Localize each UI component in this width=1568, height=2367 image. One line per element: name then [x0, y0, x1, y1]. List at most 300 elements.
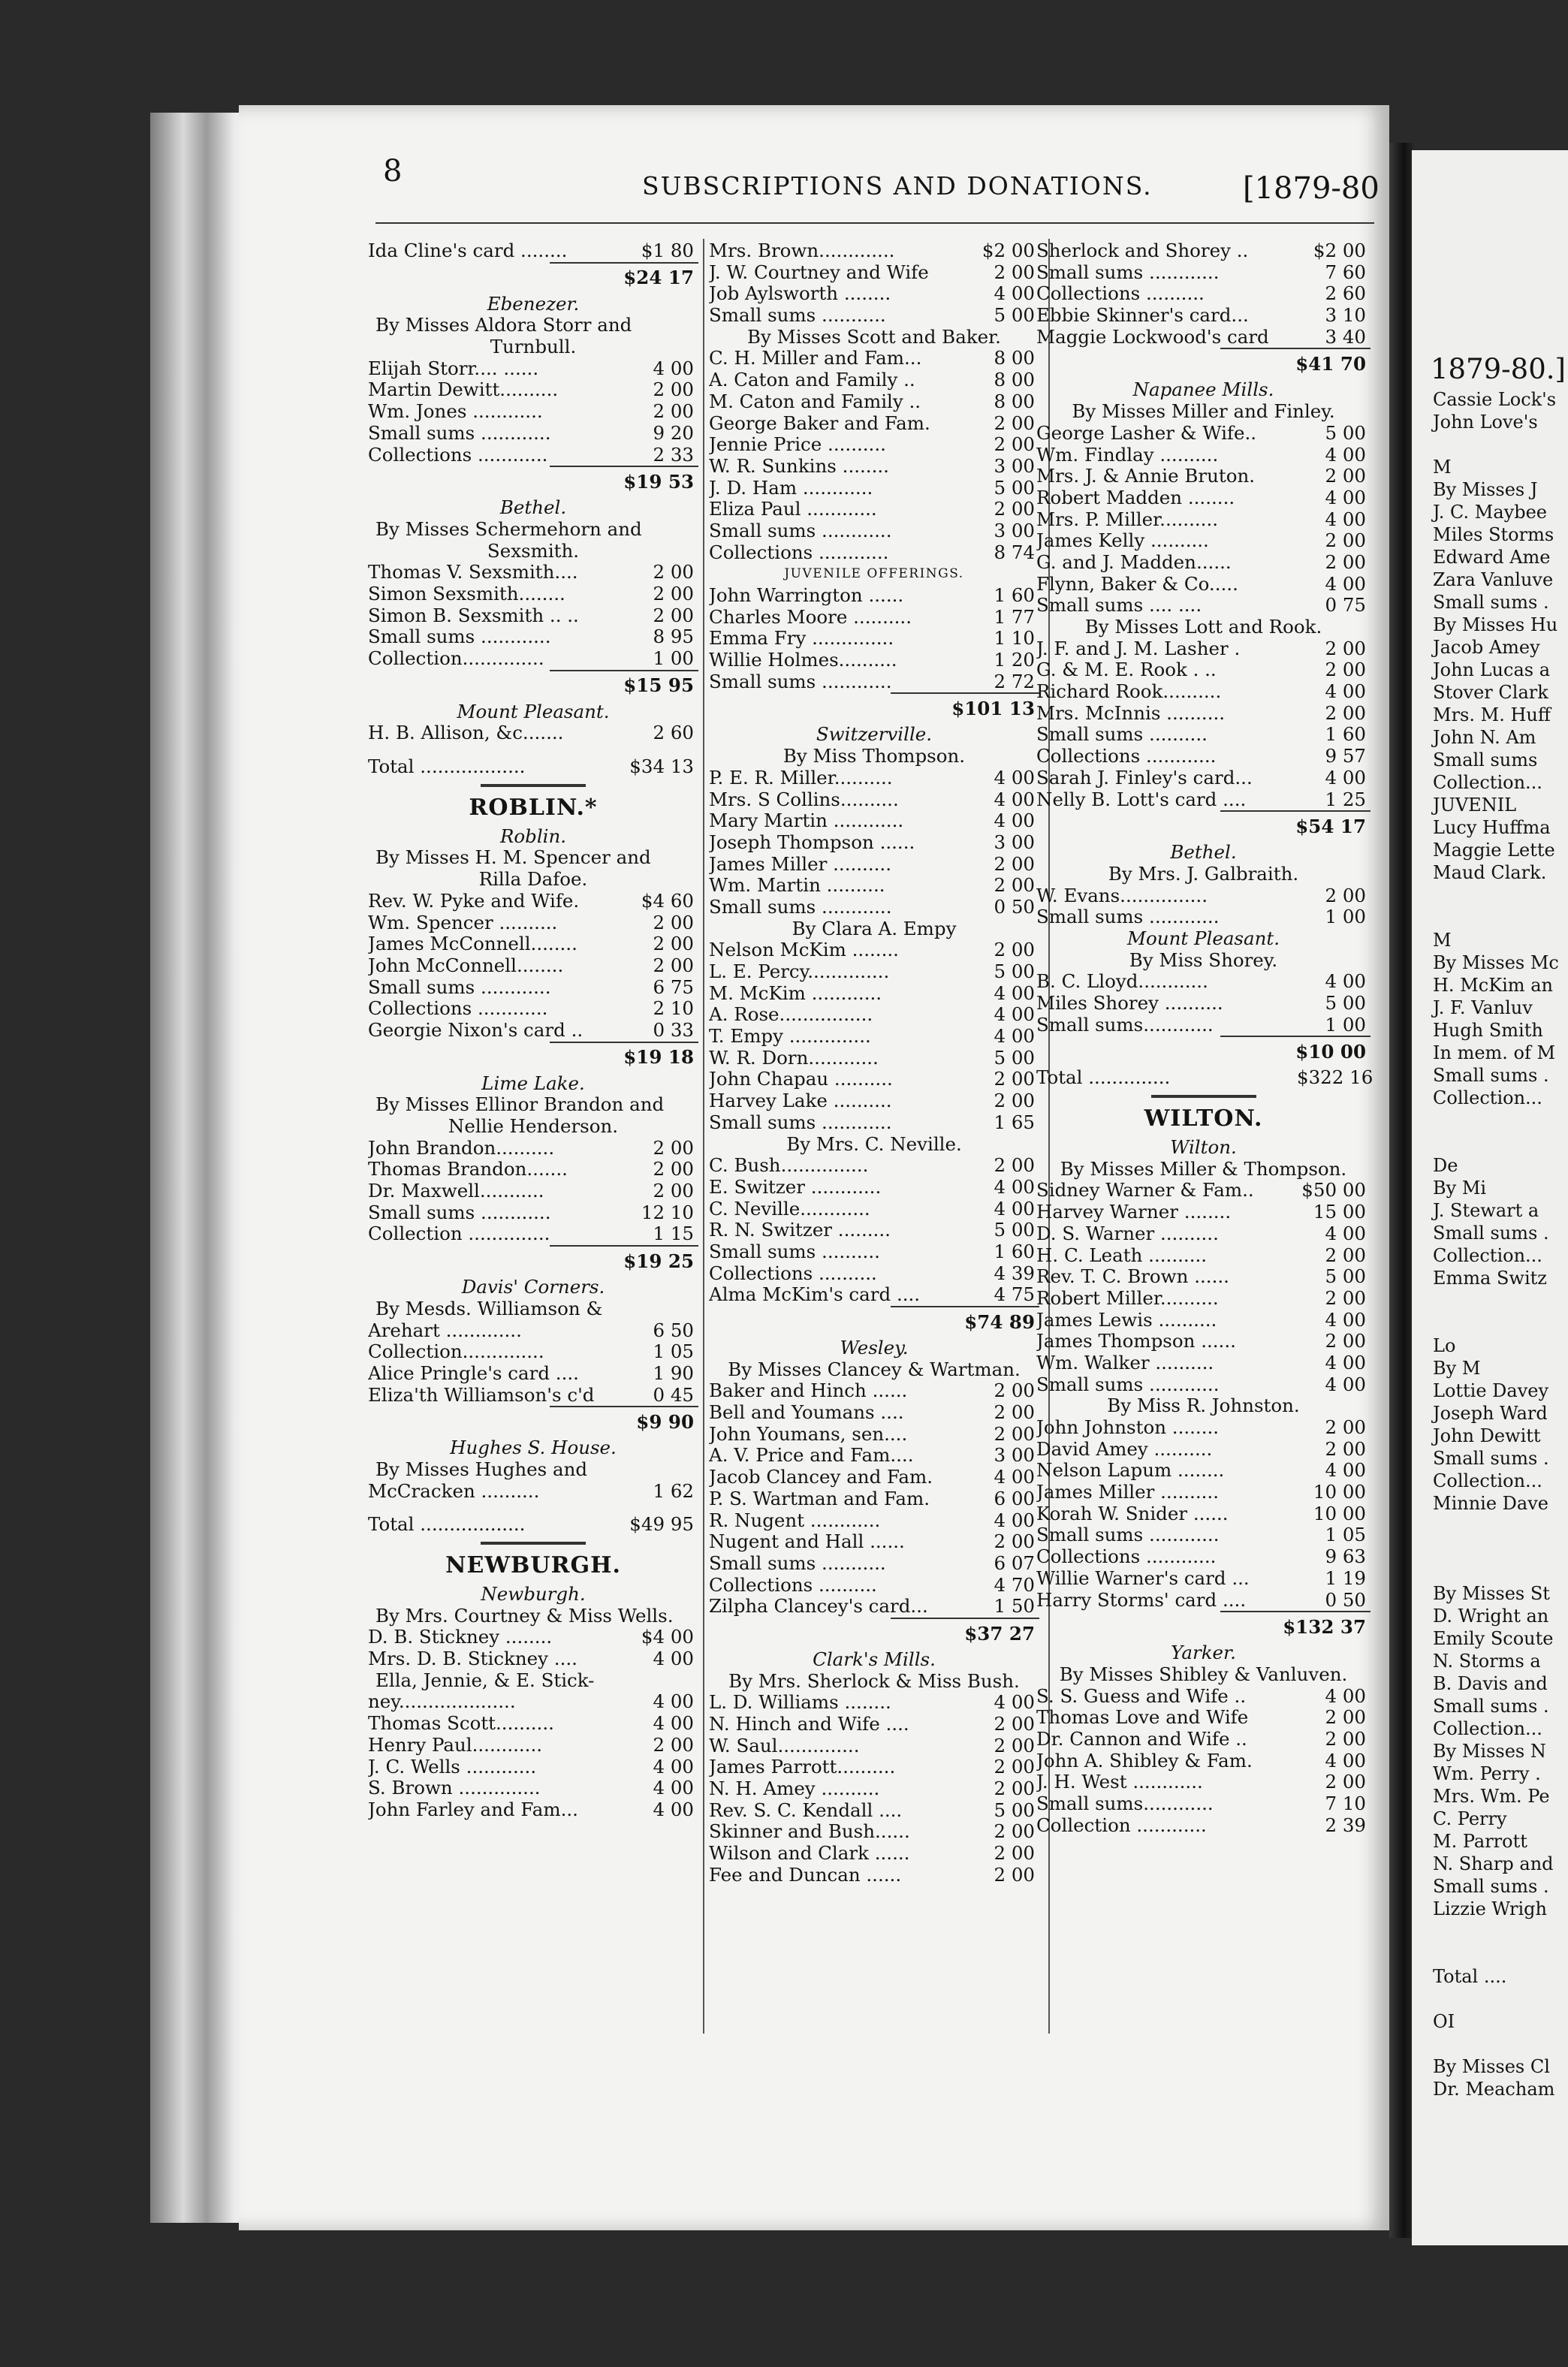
- entry-name: Total ..............: [1036, 1067, 1171, 1089]
- entry-row: [368, 605, 698, 627]
- entry-row: [709, 1865, 1039, 1886]
- entry-amount: 2 00: [994, 498, 1035, 520]
- next-page-line: Joseph Ward: [1433, 1403, 1548, 1424]
- entry-name: R. N. Switzer .........: [709, 1220, 891, 1241]
- entry-amount: 2 00: [653, 400, 694, 423]
- entry-row: [368, 977, 698, 999]
- entry-amount: 2 00: [1325, 1244, 1366, 1266]
- entry-row: [1036, 789, 1370, 811]
- entry-row: [1036, 681, 1370, 703]
- entry-name: Miles Shorey ..........: [1036, 993, 1223, 1014]
- next-page-line: Small sums .: [1433, 1696, 1549, 1717]
- entry-row: [709, 983, 1039, 1005]
- entry-name: Joseph Thompson ......: [709, 831, 915, 853]
- entry-row: [1036, 993, 1370, 1015]
- entry-name: George Lasher & Wife..: [1036, 422, 1257, 444]
- next-page-line: C. Perry: [1433, 1808, 1507, 1829]
- subtotal: $37 27: [891, 1618, 1039, 1649]
- entry-name: M. McKim ............: [709, 982, 882, 1004]
- subtotal: $132 37: [1220, 1611, 1370, 1642]
- entry-name: H. C. Leath ..........: [1036, 1244, 1208, 1266]
- entry-row: [709, 1553, 1039, 1575]
- entry-name: Small sums ..........: [1036, 724, 1208, 746]
- entry-name: John Farley and Fam...: [368, 1799, 578, 1820]
- entry-amount: 4 00: [994, 788, 1035, 810]
- entry-amount: 2 00: [653, 954, 694, 976]
- entry-row: [368, 1713, 698, 1735]
- entry-name: Jennie Price ..........: [709, 434, 886, 456]
- next-page-line: Emily Scoute: [1433, 1628, 1554, 1649]
- entry-row: [368, 756, 698, 778]
- entry-row: [368, 1691, 698, 1713]
- collector-line: By Miss Shorey.: [1129, 948, 1278, 971]
- entry-row: [709, 456, 1039, 478]
- entry-name: Simon Sexsmith........: [368, 583, 565, 605]
- next-page-header: 1879-80.]: [1431, 353, 1566, 385]
- next-page-line: OI: [1433, 2011, 1455, 2032]
- next-page-line: By Misses Mc: [1433, 952, 1559, 973]
- entry-row: [1036, 487, 1370, 509]
- entry-name: Dr. Maxwell...........: [368, 1180, 544, 1202]
- entry-name: Dr. Cannon and Wife ..: [1036, 1728, 1247, 1750]
- column-3: [1036, 240, 1374, 1836]
- entry-row: [368, 562, 698, 583]
- entry-row: [1036, 1590, 1370, 1612]
- entry-amount: 2 00: [994, 1422, 1035, 1445]
- entry-amount: 9 63: [1325, 1545, 1366, 1568]
- entry-amount: 4 70: [994, 1573, 1035, 1596]
- next-page-line: [1433, 1560, 1559, 1583]
- entry-amount: 1 60: [1325, 723, 1366, 746]
- entry-amount: 4 00: [994, 981, 1035, 1004]
- entry-name: N. H. Amey ..........: [709, 1778, 880, 1800]
- entry-amount: 7 10: [1325, 1793, 1366, 1814]
- next-page-line: De: [1433, 1155, 1458, 1176]
- entry-row: [1036, 638, 1370, 660]
- entry-row: [1036, 1180, 1370, 1202]
- entry-amount: 4 00: [1325, 1373, 1366, 1395]
- entry-amount: 4 00: [994, 810, 1035, 832]
- entry-amount: 2 00: [994, 852, 1035, 875]
- entry-name: John Brandon..........: [368, 1137, 555, 1159]
- entry-amount: 6 75: [653, 975, 694, 998]
- entry-amount: 5 00: [1325, 992, 1366, 1014]
- entry-amount: 5 00: [994, 476, 1035, 499]
- next-page-line: Mrs. Wm. Pe: [1433, 1786, 1550, 1807]
- entry-row: [709, 1220, 1039, 1241]
- entry-name: John McConnell........: [368, 954, 564, 976]
- entry-name: Collections ..........: [709, 1574, 877, 1596]
- entry-row: [1036, 240, 1370, 262]
- entry-name: Henry Paul............: [368, 1734, 543, 1756]
- entry-amount: 8 74: [994, 541, 1035, 563]
- next-page-line: Emma Switz: [1433, 1268, 1547, 1289]
- entry-amount: $49 95: [629, 1513, 694, 1536]
- spacer: [368, 744, 698, 756]
- entry-amount: 4 00: [994, 1025, 1035, 1048]
- next-page-line: B. Davis and: [1433, 1673, 1548, 1694]
- entry-name: Richard Rook..........: [1036, 681, 1222, 703]
- entry-amount: 2 33: [653, 443, 694, 466]
- entry-name: C. Neville............: [709, 1198, 870, 1220]
- subtotal: $74 89: [891, 1306, 1039, 1337]
- entry-amount: 1 50: [994, 1595, 1035, 1618]
- next-page-line: Lucy Huffma: [1433, 817, 1551, 838]
- next-page-line: Small sums .: [1433, 1065, 1549, 1086]
- entry-amount: 2 00: [653, 378, 694, 401]
- entry-row: [1036, 724, 1370, 746]
- collector-line: By Mrs. C. Neville.: [786, 1132, 962, 1155]
- entry-amount: 2 00: [653, 1136, 694, 1159]
- collector-line: By Miss Thompson.: [782, 745, 966, 767]
- entry-name: Small sums ............: [1036, 1373, 1220, 1395]
- subtotal: $19 53: [550, 466, 698, 497]
- entry-amount: 1 10: [994, 627, 1035, 650]
- entry-name: Jacob Clancey and Fam.: [709, 1467, 933, 1488]
- entry-amount: 4 00: [994, 1466, 1035, 1488]
- entry-row: [709, 520, 1039, 542]
- subtotal: $54 17: [1220, 810, 1370, 842]
- next-page-line: M. Parrott: [1433, 1831, 1527, 1852]
- next-page-line: Lo: [1433, 1335, 1456, 1356]
- entry-name: Eliza Paul ............: [709, 499, 877, 520]
- entry-name: Collections ............: [368, 444, 548, 466]
- entry-row: [709, 1692, 1039, 1714]
- next-page-line: Wm. Perry .: [1433, 1763, 1541, 1784]
- entry-row: [1036, 530, 1370, 552]
- entry-name: Willie Holmes..........: [709, 650, 897, 671]
- entry-row: [368, 358, 698, 380]
- entry-name: Collections ............: [709, 541, 889, 563]
- entry-name: David Amey ..........: [1036, 1438, 1213, 1460]
- entry-row: [709, 283, 1039, 305]
- entry-name: Sarah J. Finley's card...: [1036, 767, 1253, 788]
- entry-name: Small sums ............: [1036, 906, 1220, 928]
- entry-amount: 6 00: [994, 1487, 1035, 1509]
- location-heading: Hughes S. House.: [450, 1437, 617, 1459]
- entry-name: Korah W. Snider ......: [1036, 1503, 1229, 1524]
- entry-amount: 9 20: [653, 421, 694, 444]
- entry-name: Rev. S. C. Kendall ....: [709, 1799, 903, 1821]
- next-page-line: N. Sharp and: [1433, 1853, 1554, 1874]
- entry-row: [709, 789, 1039, 811]
- entry-row: [1036, 1015, 1370, 1036]
- next-page-lines: [1433, 389, 1559, 2101]
- entry-name: Wm. Martin ..........: [709, 875, 885, 897]
- entry-row: [1036, 283, 1370, 305]
- entry-name: John Youmans, sen....: [709, 1423, 908, 1445]
- entry-name: Total ..................: [368, 1514, 526, 1536]
- entry-name: Collections ..........: [1036, 283, 1205, 305]
- entry-name: S. S. Guess and Wife ..: [1036, 1685, 1247, 1707]
- entry-row: [709, 897, 1039, 918]
- entry-amount: 2 00: [1325, 1437, 1366, 1460]
- entry-row: [709, 1488, 1039, 1510]
- entry-name: G. and J. Madden......: [1036, 551, 1232, 573]
- next-page-line: D. Wright an: [1433, 1606, 1549, 1627]
- entry-name: Small sums ............: [368, 422, 551, 444]
- entry-row: [368, 583, 698, 605]
- collector-line: By Misses Ellinor Brandon and: [375, 1093, 665, 1116]
- entry-amount: 4 00: [1325, 1222, 1366, 1244]
- entry-row: [368, 1341, 698, 1363]
- entry-row: [709, 1821, 1039, 1843]
- next-page-line: [1433, 1132, 1559, 1155]
- page-title: SUBSCRIPTIONS AND DONATIONS.: [642, 171, 1153, 201]
- entry-row: [1036, 1266, 1370, 1288]
- entry-amount: 0 50: [1325, 1588, 1366, 1611]
- entry-name: Wm. Walker ..........: [1036, 1352, 1214, 1373]
- next-page-line: Mrs. M. Huff: [1433, 704, 1551, 725]
- entry-name: Collection ............: [1036, 1814, 1207, 1836]
- entry-amount: $50 00: [1301, 1179, 1366, 1202]
- next-page-line: H. McKim an: [1433, 975, 1553, 996]
- next-page-line: John Dewitt: [1433, 1425, 1541, 1446]
- entry-name: Rev. W. Pyke and Wife.: [368, 890, 580, 912]
- entry-amount: 5 00: [994, 1219, 1035, 1241]
- entry-row: [709, 499, 1039, 520]
- entry-row: [1036, 327, 1370, 348]
- next-page-line: [1433, 1313, 1559, 1335]
- entry-row: [1036, 1223, 1370, 1245]
- entry-name: Harry Storms' card ....: [1036, 1589, 1247, 1611]
- location-heading: Ebenezer.: [487, 292, 580, 315]
- entry-row: [709, 1284, 1039, 1306]
- entry-row: [368, 891, 698, 912]
- next-page-line: By Misses Cl: [1433, 2056, 1550, 2077]
- entry-amount: 1 05: [653, 1340, 694, 1363]
- entry-amount: 2 00: [653, 1733, 694, 1756]
- next-page-line: Collection...: [1433, 772, 1542, 793]
- entry-amount: 4 00: [994, 1175, 1035, 1198]
- next-page-line: Maud Clark.: [1433, 862, 1547, 883]
- entry-name: C. H. Miller and Fam...: [709, 348, 922, 369]
- entry-amount: 4 00: [994, 1197, 1035, 1220]
- entry-name: Thomas Love and Wife: [1036, 1707, 1249, 1729]
- location-heading: Wesley.: [840, 1337, 909, 1358]
- entry-row: [709, 1575, 1039, 1597]
- entry-row: [1036, 1374, 1370, 1396]
- next-page-line: J. C. Maybee: [1433, 502, 1547, 523]
- entry-amount: 2 00: [994, 1068, 1035, 1090]
- entry-name: P. S. Wartman and Fam.: [709, 1488, 930, 1509]
- collector-line: By Mesds. Williamson &: [375, 1297, 603, 1319]
- entry-row: [368, 379, 698, 401]
- entry-amount: 2 60: [1325, 282, 1366, 305]
- entry-amount: 0 50: [994, 895, 1035, 918]
- entry-name: James Lewis ..........: [1036, 1309, 1217, 1331]
- entry-row: [1036, 1729, 1370, 1750]
- entry-row: [368, 933, 698, 955]
- collector-line: By Misses Miller and Finley.: [1072, 400, 1335, 423]
- entry-amount: 1 25: [1325, 788, 1366, 810]
- entry-amount: 4 00: [1325, 1749, 1366, 1771]
- entry-row: [368, 626, 698, 648]
- entry-name: Georgie Nixon's card ..: [368, 1019, 583, 1041]
- entry-name: Martin Dewitt..........: [368, 379, 559, 401]
- entry-name: Mrs. D. B. Stickney ....: [368, 1648, 577, 1670]
- entry-row: [1036, 1245, 1370, 1267]
- entry-row: [709, 1380, 1039, 1402]
- entry-name: L. E. Percy..............: [709, 961, 890, 982]
- entry-name: D. S. Warner ..........: [1036, 1223, 1219, 1244]
- entry-amount: 2 00: [653, 911, 694, 933]
- entry-row: [1036, 552, 1370, 574]
- book-gutter: [1389, 143, 1413, 2238]
- entry-row: [1036, 1310, 1370, 1331]
- book-page-edges: [150, 113, 244, 2223]
- entry-row: [709, 1177, 1039, 1199]
- entry-name: Mary Martin ............: [709, 810, 904, 832]
- subtotal: $101 13: [891, 692, 1039, 724]
- entry-row: [709, 478, 1039, 499]
- entry-amount: 2 00: [653, 1180, 694, 1202]
- entry-amount: 3 00: [994, 454, 1035, 477]
- entry-amount: $4 60: [641, 889, 694, 912]
- entry-name: Emma Fry ..............: [709, 628, 894, 650]
- entry-name: Wilson and Clark ......: [709, 1843, 910, 1865]
- entry-row: [709, 391, 1039, 413]
- entry-row: [368, 1159, 698, 1180]
- next-page-line: [1433, 434, 1559, 457]
- entry-name: Mrs. J. & Annie Bruton.: [1036, 466, 1256, 487]
- entry-name: Small sums ............: [368, 976, 551, 998]
- next-page-line: Collection...: [1433, 1470, 1542, 1491]
- entry-name: W. Evans...............: [1036, 885, 1208, 906]
- entry-row: [368, 1756, 698, 1778]
- entry-row: [1036, 1793, 1370, 1815]
- entry-name: Collection ..............: [368, 1223, 550, 1245]
- entry-name: Alma McKim's card ....: [709, 1284, 921, 1306]
- entry-name: Flynn, Baker & Co.....: [1036, 573, 1238, 595]
- entry-amount: 2 00: [994, 1756, 1035, 1778]
- entry-amount: 2 00: [994, 939, 1035, 961]
- entry-row: [709, 767, 1039, 789]
- next-page-line: [1433, 1943, 1559, 1966]
- next-page-line: Total ....: [1433, 1966, 1507, 1987]
- entry-amount: 8 00: [994, 390, 1035, 412]
- next-page-line: Zara Vanluve: [1433, 569, 1554, 590]
- entry-row: [368, 1138, 698, 1159]
- entry-row: [709, 1596, 1039, 1618]
- collector-line: By Misses Schermehorn and: [375, 517, 642, 540]
- entry-row: [368, 1735, 698, 1756]
- next-page-line: Collection...: [1433, 1087, 1542, 1108]
- entry-name: Arehart .............: [368, 1319, 522, 1341]
- entry-amount: 4 00: [653, 1798, 694, 1820]
- entry-amount: 0 33: [653, 1018, 694, 1041]
- entry-row: [709, 607, 1039, 629]
- entry-row: [368, 648, 698, 670]
- entry-amount: 2 00: [653, 933, 694, 955]
- entry-row: [1036, 885, 1370, 907]
- entry-amount: 4 75: [994, 1283, 1035, 1306]
- entry-row: [368, 1202, 698, 1224]
- circuit-heading: WILTON.: [1144, 1105, 1263, 1132]
- entry-row: [368, 1363, 698, 1385]
- entry-amount: 1 65: [994, 1111, 1035, 1133]
- entry-row: [1036, 746, 1370, 767]
- entry-name: Thomas V. Sexsmith....: [368, 562, 578, 583]
- next-page-line: By Misses Hu: [1433, 614, 1558, 635]
- entry-name: Collections ............: [1036, 1546, 1217, 1568]
- entry-name: James Parrott..........: [709, 1756, 896, 1778]
- entry-row: [709, 1424, 1039, 1446]
- location-heading: Mount Pleasant.: [1126, 927, 1280, 949]
- entry-row: [709, 1445, 1039, 1467]
- entry-row: [709, 650, 1039, 671]
- entry-name: ney....................: [368, 1691, 516, 1713]
- entry-amount: 2 00: [1325, 884, 1366, 906]
- collector-line: Rilla Dafoe.: [478, 868, 588, 891]
- next-page-line: Dr. Meacham: [1433, 2079, 1555, 2100]
- entry-name: P. E. R. Miller..........: [709, 767, 893, 788]
- entry-name: Ida Cline's card ........: [368, 240, 568, 261]
- entry-name: J. H. West ............: [1036, 1771, 1203, 1793]
- entry-name: Collection..............: [368, 1341, 544, 1363]
- entry-name: S. Brown ..............: [368, 1778, 541, 1799]
- next-page-line: By Misses St: [1433, 1583, 1550, 1604]
- entry-amount: 1 00: [1325, 1013, 1366, 1036]
- entry-amount: 2 00: [653, 1158, 694, 1180]
- entry-name: A. Rose................: [709, 1004, 873, 1026]
- entry-amount: $4 00: [641, 1626, 694, 1648]
- entry-amount: 2 00: [994, 1734, 1035, 1756]
- entry-amount: 9 57: [1325, 745, 1366, 767]
- entry-amount: $322 16: [1297, 1066, 1374, 1089]
- entry-amount: 4 00: [994, 1691, 1035, 1714]
- entry-amount: 6 50: [653, 1319, 694, 1341]
- entry-row: [709, 875, 1039, 897]
- entry-name: Mrs. Brown.............: [709, 240, 895, 261]
- entry-name: Zilpha Clancey's card...: [709, 1596, 928, 1618]
- entry-row: [368, 1320, 698, 1342]
- collector-line: By Misses Scott and Baker.: [747, 325, 1001, 348]
- circuit-heading: ROBLIN.*: [469, 794, 598, 821]
- entry-amount: 4 00: [994, 1509, 1035, 1531]
- entry-name: John Johnston ........: [1036, 1417, 1220, 1438]
- entry-row: [368, 955, 698, 977]
- subtotal: $9 90: [550, 1406, 698, 1437]
- entry-name: Collections ............: [1036, 746, 1217, 767]
- next-page-line: [1433, 1921, 1559, 1943]
- collector-line: By Misses Shibley & Vanluven.: [1059, 1663, 1348, 1685]
- section-rule: [481, 1542, 586, 1545]
- entry-amount: 1 00: [653, 647, 694, 669]
- collector-line: By Misses Miller & Thompson.: [1060, 1157, 1347, 1180]
- entry-name: Small sums ............: [709, 520, 892, 541]
- next-page-line: M: [1433, 930, 1452, 951]
- entry-row: [1036, 1707, 1370, 1729]
- collector-line: By Misses Hughes and: [375, 1458, 588, 1480]
- entry-name: J. D. Ham ............: [709, 477, 873, 499]
- entry-amount: $2 00: [1313, 240, 1366, 261]
- entry-name: John Warrington ......: [709, 585, 904, 606]
- entry-amount: 10 00: [1313, 1481, 1366, 1503]
- entry-amount: 2 72: [994, 670, 1035, 692]
- section-rule: [481, 784, 586, 787]
- entry-amount: 1 62: [653, 1479, 694, 1502]
- entry-amount: $34 13: [629, 755, 694, 778]
- entry-row: [1036, 1202, 1370, 1223]
- subtotal: $24 17: [550, 262, 698, 294]
- right-page-fragment: [1412, 150, 1568, 2245]
- entry-amount: $1 80: [641, 240, 694, 261]
- entry-amount: 2 00: [994, 1530, 1035, 1553]
- entry-name: Small sums ............: [709, 671, 892, 692]
- next-page-line: Maggie Lette: [1433, 840, 1555, 861]
- entry-amount: 4 00: [1325, 1684, 1366, 1707]
